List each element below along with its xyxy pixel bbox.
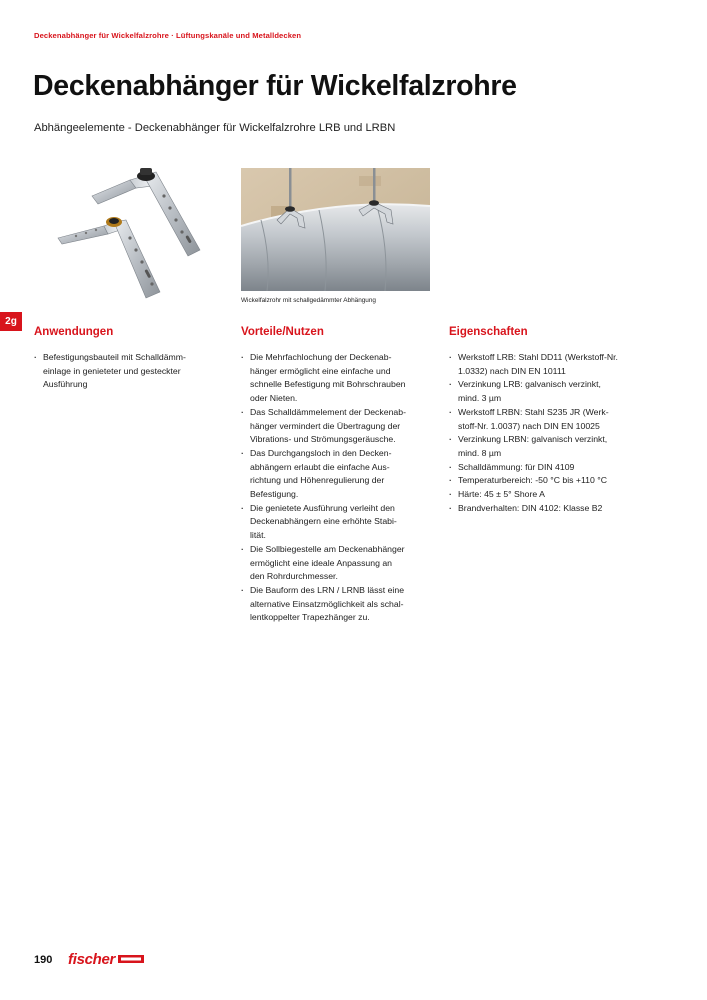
page-number: 190 [34,954,53,966]
list-item: · Befestigungsbauteil mit Schalldämm- einlage in genieteter und gesteckter Ausführung [34,351,224,392]
column-benefits [241,326,431,625]
list-item: · Temperaturbereich: -50 °C bis +110 °C [449,474,639,488]
section-tab: 2g [0,312,22,331]
logo-mark-icon [118,954,144,964]
list-item: · Das Durchgangsloch in den Decken- abhängern erlaubt die einfache Aus- richtung und Höhenregulierung der Befestigung. [241,447,431,502]
list-item: · Die Bauform des LRN / LRNB lässt eine alternative Einsatzmöglichkeit als schal- lentkoppelter Trapezhänger zu. [241,584,431,625]
column-properties [449,326,639,515]
list-item: · Schalldämmung: für DIN 4109 [449,461,639,475]
list-item: · Werkstoff LRBN: Stahl S235 JR (Werk- stoff-Nr. 1.0037) nach DIN EN 10025 [449,406,639,433]
page-title: Deckenabhänger für Wickelfalzrohre [33,70,517,102]
column-applications [34,326,224,392]
logo-wordmark: fischer [68,950,116,968]
list-item: · Das Schalldämmelement der Deckenab- hänger vermindert die Übertragung der Vibrations- und Strömungsgeräusche. [241,406,431,447]
breadcrumb: Deckenabhänger für Wickelfalzrohre · Lüftungskanäle und Metalldecken [34,31,302,40]
list-item: · Härte: 45 ± 5° Shore A [449,488,639,502]
column-heading: Eigenschaften [449,326,528,338]
list-item: · Die genietete Ausführung verleiht den Deckenabhängern eine erhöhte Stabi- lität. [241,502,431,543]
list-item: · Brandverhalten: DIN 4102: Klasse B2 [449,502,639,516]
product-image-hangers [52,168,214,304]
list-item: · Die Sollbiegestelle am Deckenabhänger ermöglicht eine ideale Anpassung an den Rohrdurchmesser. [241,543,431,584]
bullet-list [34,351,224,392]
bullet-list [449,351,639,515]
page-subtitle: Abhängeelemente - Deckenabhänger für Wickelfalzrohre LRB und LRBN [34,122,396,134]
list-item: · Werkstoff LRB: Stahl DD11 (Werkstoff-Nr. 1.0332) nach DIN EN 10111 [449,351,639,378]
fischer-logo [68,950,144,968]
list-item: · Verzinkung LRB: galvanisch verzinkt, mind. 3 µm [449,378,639,405]
bullet-list [241,351,431,625]
column-heading: Vorteile/Nutzen [241,326,324,338]
column-heading: Anwendungen [34,326,114,338]
list-item: · Die Mehrfachlochung der Deckenab- hänger ermöglicht eine einfache und schnelle Befestigung mit Bohrschrauben oder Nieten. [241,351,431,406]
list-item: · Verzinkung LRBN: galvanisch verzinkt, mind. 8 µm [449,433,639,460]
installation-photo [241,168,430,291]
photo-caption: Wickelfalzrohr mit schallgedämmter Abhängung [241,297,376,304]
